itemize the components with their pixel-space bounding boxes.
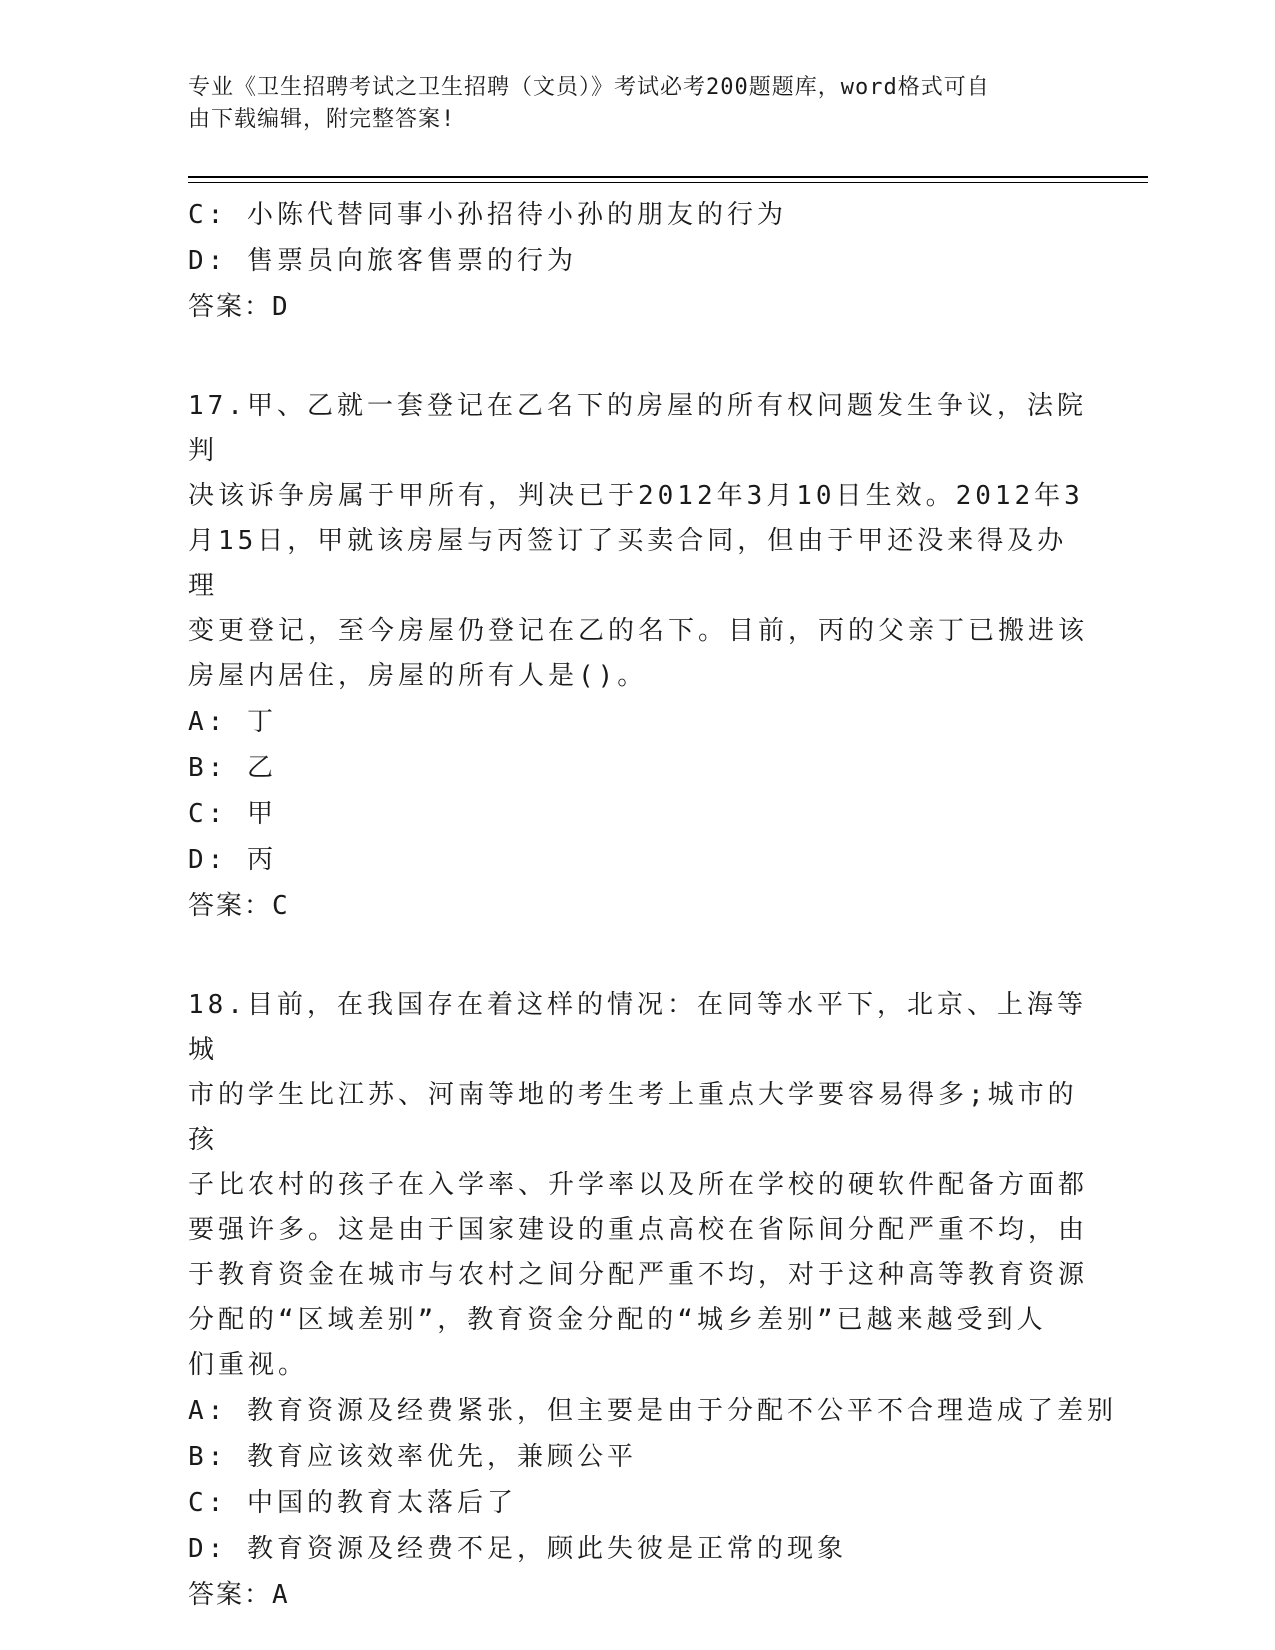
answer-label: 答案： bbox=[188, 1580, 273, 1610]
answer-value: C bbox=[272, 891, 292, 921]
q17-stem-line: 房屋内居住，房屋的所有人是()。 bbox=[188, 661, 648, 691]
q17-option-a: A: 丁 bbox=[188, 707, 277, 737]
q18-stem-line: 分配的“区域差别”，教育资金分配的“城乡差别”已越来越受到人 bbox=[188, 1305, 1047, 1335]
q18-stem-line: 子比农村的孩子在入学率、升学率以及所在学校的硬软件配备方面都 bbox=[188, 1170, 1089, 1200]
header-line-1: 专业《卫生招聘考试之卫生招聘（文员）》考试必考200题题库，word格式可自 bbox=[188, 75, 990, 100]
q18-option-a: A: 教育资源及经费紧张，但主要是由于分配不公平不合理造成了差别 bbox=[188, 1396, 1117, 1426]
spacer bbox=[188, 330, 1088, 384]
q17-stem-line: 变更登记，至今房屋仍登记在乙的名下。目前，丙的父亲丁已搬进该 bbox=[188, 616, 1089, 646]
q16-answer bbox=[188, 284, 1088, 330]
q16-option-c: C: 小陈代替同事小孙招待小孙的朋友的行为 bbox=[188, 200, 787, 230]
header-rule-thick bbox=[188, 176, 1148, 178]
question-18 bbox=[188, 983, 1117, 1618]
q18-stem-line: 们重视。 bbox=[188, 1350, 309, 1380]
q17-stem-line: 月15日，甲就该房屋与丙签订了买卖合同，但由于甲还没来得及办理 bbox=[188, 526, 1068, 601]
document-body bbox=[188, 192, 1117, 1618]
q17-stem-line: 决该诉争房属于甲所有，判决已于2012年3月10日生效。2012年3 bbox=[188, 481, 1084, 511]
spacer bbox=[188, 929, 1088, 983]
q17-option-d: D: 丙 bbox=[188, 845, 277, 875]
q17-answer bbox=[188, 883, 1088, 929]
header-line-2: 由下载编辑，附完整答案! bbox=[188, 107, 456, 132]
q18-stem-line: 18.目前，在我国存在着这样的情况：在同等水平下，北京、上海等城 bbox=[188, 990, 1087, 1065]
q18-stem-line: 市的学生比江苏、河南等地的考生考上重点大学要容易得多;城市的孩 bbox=[188, 1080, 1078, 1155]
q17-stem-line: 17.甲、乙就一套登记在乙名下的房屋的所有权问题发生争议，法院判 bbox=[188, 391, 1087, 466]
q18-option-d: D: 教育资源及经费不足，顾此失彼是正常的现象 bbox=[188, 1534, 847, 1564]
question-17 bbox=[188, 384, 1088, 929]
answer-label: 答案： bbox=[188, 891, 273, 921]
q18-option-b: B: 教育应该效率优先，兼顾公平 bbox=[188, 1442, 637, 1472]
q18-answer bbox=[188, 1572, 1088, 1618]
answer-value: D bbox=[272, 292, 292, 322]
document-header bbox=[188, 72, 1148, 136]
q18-stem-line: 要强许多。这是由于国家建设的重点高校在省际间分配严重不均，由 bbox=[188, 1215, 1089, 1245]
q16-option-d: D: 售票员向旅客售票的行为 bbox=[188, 246, 577, 276]
answer-label: 答案： bbox=[188, 292, 273, 322]
q18-stem-line: 于教育资金在城市与农村之间分配严重不均，对于这种高等教育资源 bbox=[188, 1260, 1089, 1290]
q17-option-b: B: 乙 bbox=[188, 753, 277, 783]
answer-value: A bbox=[272, 1580, 292, 1610]
header-rule-thin bbox=[188, 182, 1148, 183]
q18-option-c: C: 中国的教育太落后了 bbox=[188, 1488, 517, 1518]
question-16-tail bbox=[188, 192, 1088, 330]
q17-option-c: C: 甲 bbox=[188, 799, 277, 829]
